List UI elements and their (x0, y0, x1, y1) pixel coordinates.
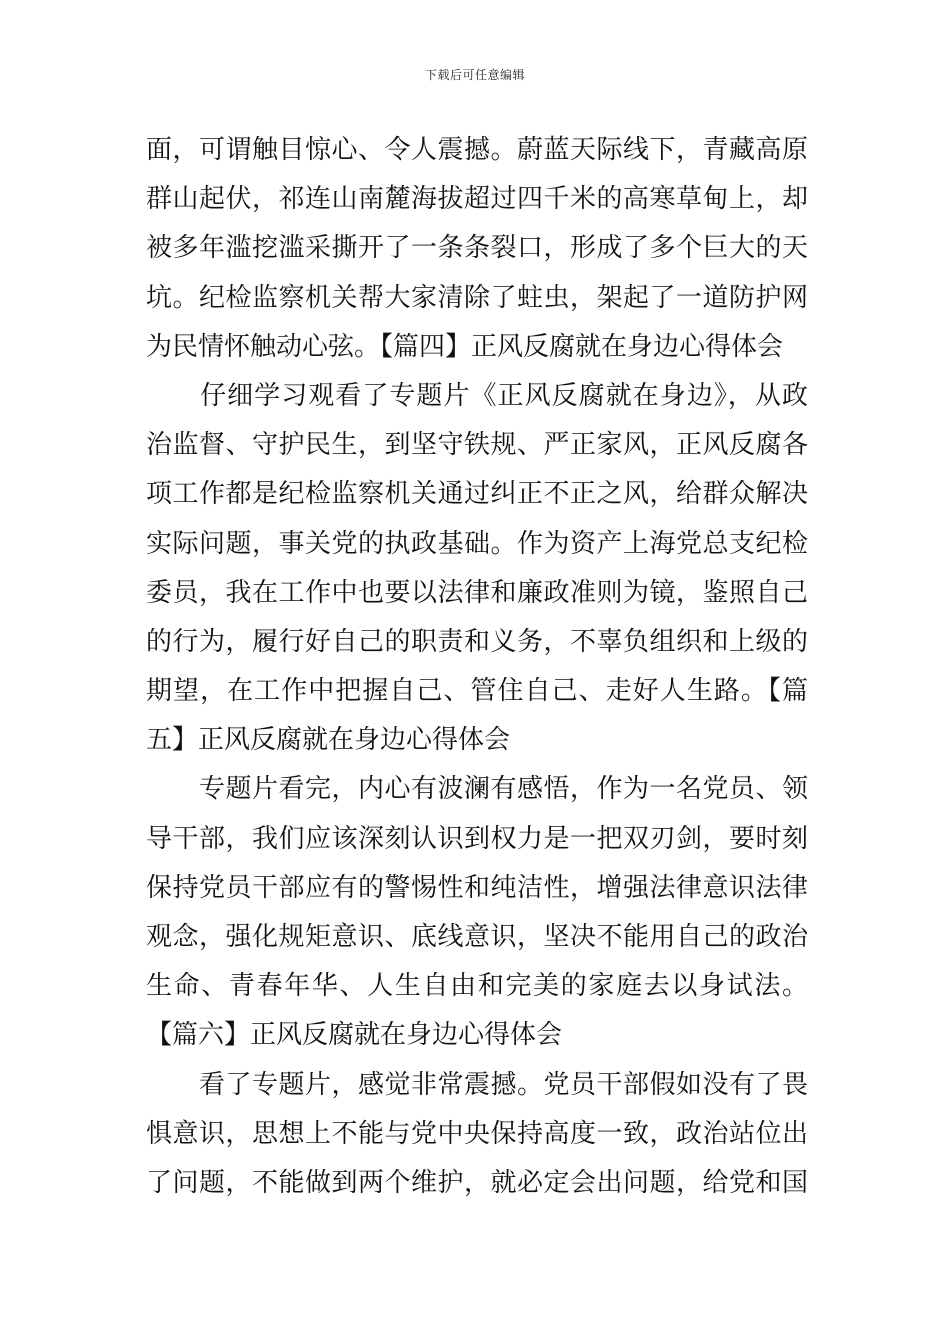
text-line: 被多年滥挖滥采撕开了一条条裂口，形成了多个巨大的天 (146, 233, 808, 264)
text-line: 导干部，我们应该深刻认识到权力是一把双刃剑，要时刻 (146, 823, 808, 854)
text-line: 了问题，不能做到两个维护，就必定会出问题，给党和国 (146, 1167, 808, 1198)
text-line: 五】正风反腐就在身边心得体会 (146, 725, 511, 756)
text-line: 看了专题片，感觉非常震撼。党员干部假如没有了畏 (146, 1069, 808, 1100)
text-line: 的行为，履行好自己的职责和义务，不辜负组织和上级的 (146, 626, 808, 657)
text-line: 惧意识，思想上不能与党中央保持高度一致，政治站位出 (146, 1118, 808, 1149)
text-line: 【篇六】正风反腐就在身边心得体会 (146, 1020, 563, 1051)
text-line: 委员，我在工作中也要以法律和廉政准则为镜，鉴照自己 (146, 577, 808, 608)
text-line: 坑。纪检监察机关帮大家清除了蛀虫，架起了一道防护网 (146, 282, 808, 313)
text-line: 专题片看完，内心有波澜有感悟，作为一名党员、领 (146, 774, 808, 805)
text-line: 观念，强化规矩意识、底线意识，坚决不能用自己的政治 (146, 922, 808, 952)
text-line: 面，可谓触目惊心、令人震撼。蔚蓝天际线下，青藏高原 (146, 135, 808, 165)
text-line: 生命、青春年华、人生自由和完美的家庭去以身试法。 (146, 971, 808, 1002)
text-line: 为民情怀触动心弦。【篇四】正风反腐就在身边心得体会 (146, 331, 784, 362)
text-line: 仔细学习观看了专题片《正风反腐就在身边》，从政 (146, 380, 808, 411)
text-line: 实际问题，事关党的执政基础。作为资产上海党总支纪检 (146, 528, 808, 559)
body-text (146, 126, 808, 1208)
page-header: 下载后可任意编辑 (424, 68, 525, 82)
text-line: 治监督、守护民生，到坚守铁规、严正家风，正风反腐各 (146, 430, 808, 461)
text-line: 群山起伏，祁连山南麓海拔超过四千米的高寒草甸上，却 (146, 184, 808, 215)
text-line: 保持党员干部应有的警惕性和纯洁性，增强法律意识法律 (146, 872, 808, 903)
text-line: 项工作都是纪检监察机关通过纠正不正之风，给群众解决 (146, 479, 808, 510)
text-line: 期望，在工作中把握自己、管住自己、走好人生路。【篇 (146, 676, 808, 707)
